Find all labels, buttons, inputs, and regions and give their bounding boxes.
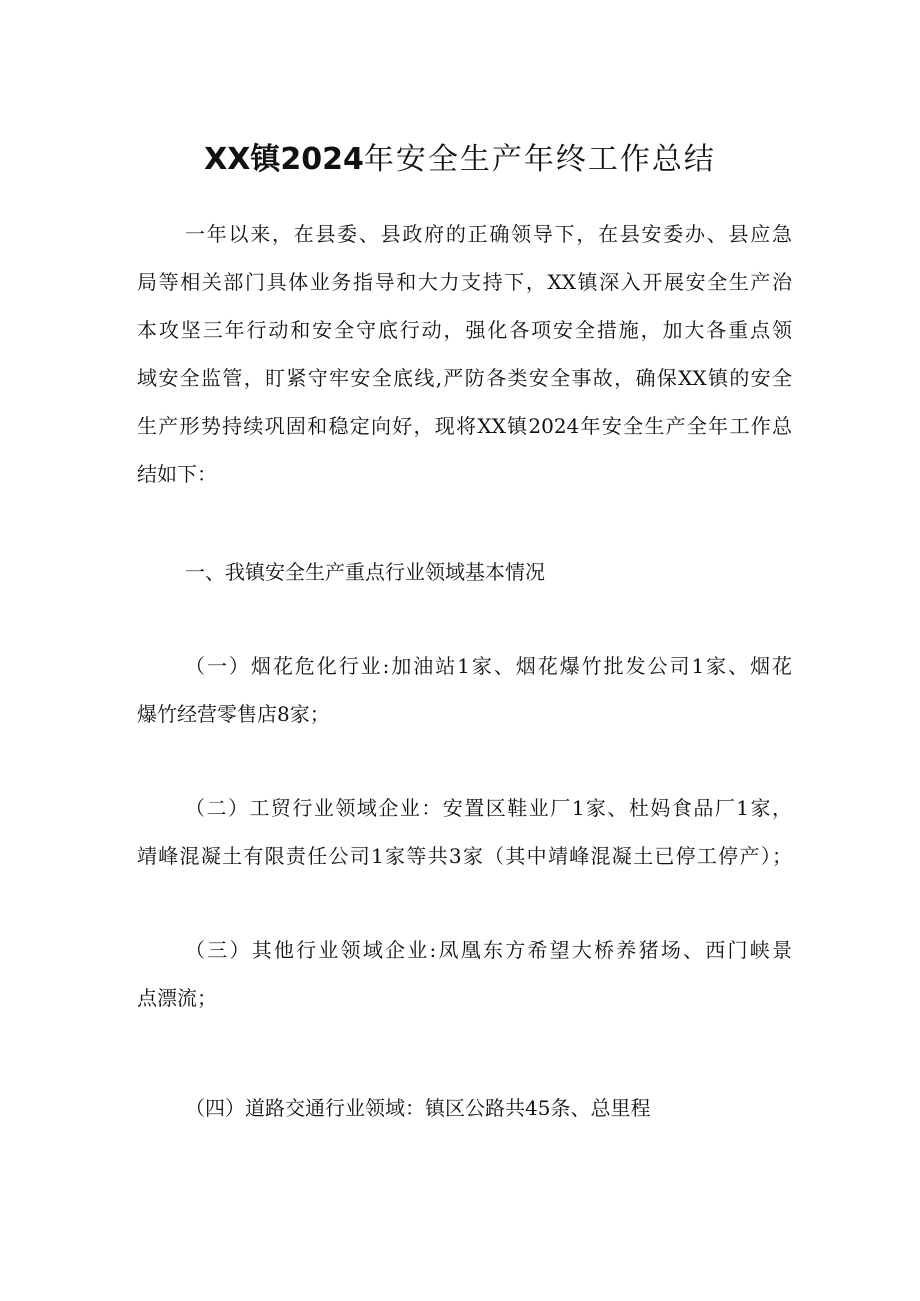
title-rest: 年安全生产年终工作总结: [363, 142, 716, 177]
item-2-line-2: 靖峰混凝土有限责任公司1家等共3家（其中靖峰混凝土已停工停产）；: [137, 844, 792, 868]
intro-line-5: 生产形势持续巩固和稳定向好，现将XX镇2024年安全生产全年工作总: [137, 414, 792, 438]
intro-line-2: 局等相关部门具体业务指导和大力支持下，XX镇深入开展安全生产治: [137, 270, 792, 294]
item-1-paragraph: [137, 642, 792, 738]
item-4-line-1: （四）道路交通行业领域：镇区公路共45条、总里程: [185, 1096, 651, 1120]
title-prefix: XX镇2024: [204, 142, 364, 177]
item-1-line-2: 爆竹经营零售店8家；: [137, 702, 330, 726]
intro-line-1: 一年以来，在县委、县政府的正确领导下，在县安委办、县应急: [185, 222, 792, 246]
intro-paragraph: [137, 210, 792, 498]
section-1-heading: [137, 548, 792, 596]
intro-line-6: 结如下：: [137, 462, 217, 486]
intro-line-3: 本攻坚三年行动和安全守底行动，强化各项安全措施，加大各重点领: [137, 318, 792, 342]
section-1-heading-text: 一、我镇安全生产重点行业领域基本情况: [185, 560, 545, 584]
item-2-line-1: （二）工贸行业领域企业：安置区鞋业厂1家、杜妈食品厂1家，: [185, 796, 792, 820]
item-3-line-2: 点漂流；: [137, 986, 217, 1010]
item-4-paragraph: [137, 1084, 792, 1132]
document-title: [0, 138, 920, 182]
item-2-paragraph: [137, 784, 792, 880]
item-3-paragraph: [137, 926, 792, 1022]
intro-line-4: 域安全监管，盯紧守牢安全底线,严防各类安全事故，确保XX镇的安全: [137, 366, 792, 390]
item-3-line-1: （三）其他行业领域企业:凤凰东方希望大桥养猪场、西门峡景: [185, 938, 792, 962]
item-1-line-1: （一）烟花危化行业:加油站1家、烟花爆竹批发公司1家、烟花: [185, 654, 792, 678]
